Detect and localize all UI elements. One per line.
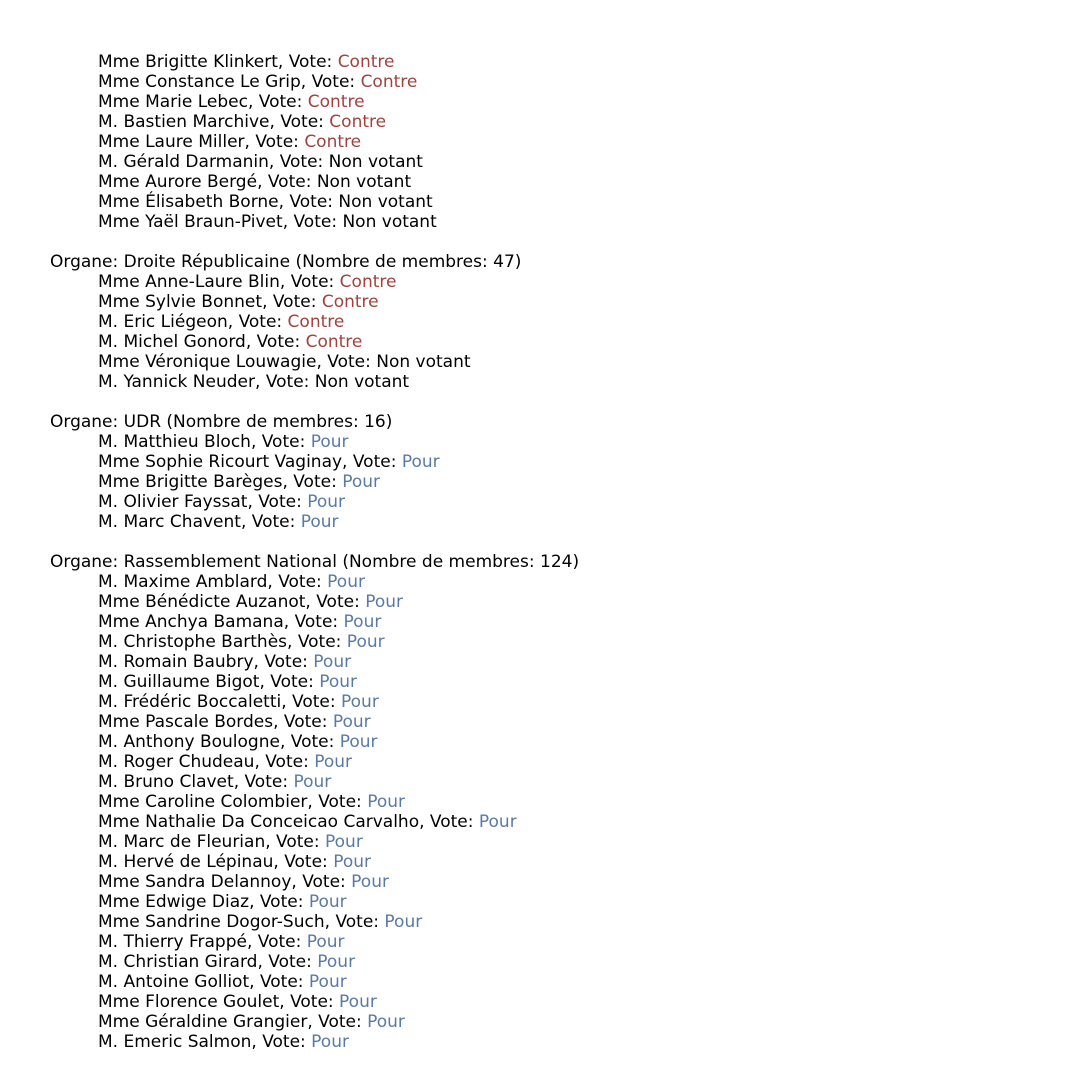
vote-listing (50, 52, 1050, 1052)
vote-value: Pour (332, 712, 371, 732)
vote-label: Vote: (327, 352, 377, 372)
vote-value: Pour (306, 932, 345, 952)
member-name: Mme Brigitte Barèges (98, 472, 283, 492)
vote-value: Pour (351, 872, 389, 892)
vote-label: Vote: (251, 512, 301, 532)
vote-label: Vote: (267, 172, 317, 192)
separator: , (282, 212, 294, 232)
member-vote-line (50, 132, 1050, 152)
member-name: M. Bastien Marchive (98, 112, 270, 132)
vote-value: Non votant (376, 352, 471, 372)
vote-label: Vote: (318, 1012, 368, 1032)
member-name: M. Roger Chudeau (98, 752, 255, 772)
vote-label: Vote: (264, 652, 314, 672)
vote-label: Vote: (290, 992, 340, 1012)
members-count-prefix: (Nombre de membres: (166, 412, 365, 432)
member-name: Mme Brigitte Klinkert (98, 52, 278, 72)
separator: , (278, 192, 290, 212)
vote-value: Non votant (316, 172, 412, 192)
member-vote-line (50, 512, 1050, 532)
separator: , (324, 912, 336, 932)
separator: , (287, 632, 298, 652)
vote-label: Vote: (270, 672, 320, 692)
members-count-prefix: (Nombre de membres: (342, 552, 540, 572)
vote-label: Vote: (284, 852, 334, 872)
member-vote-line (50, 692, 1050, 712)
organe-name: UDR (123, 412, 162, 432)
member-vote-line (50, 212, 1050, 232)
vote-value: Pour (319, 672, 358, 692)
vote-label: Vote: (258, 92, 308, 112)
separator: , (262, 292, 273, 312)
member-vote-line (50, 472, 1050, 492)
vote-value: Contre (337, 52, 395, 72)
members-count: 16 (364, 412, 386, 432)
member-vote-line (50, 112, 1050, 132)
member-name: Mme Laure Miller (98, 132, 245, 152)
member-vote-line (50, 452, 1050, 472)
member-name: Mme Aurore Bergé (98, 172, 258, 192)
separator: , (227, 312, 239, 332)
separator: , (233, 772, 245, 792)
member-name: M. Emeric Salmon (98, 1032, 252, 1052)
member-vote-line (50, 152, 1050, 172)
member-vote-line (50, 632, 1050, 652)
organe-name: Rassemblement National (123, 552, 337, 572)
separator: , (269, 112, 281, 132)
separator: , (240, 512, 252, 532)
member-name: M. Marc de Fleurian (98, 832, 266, 852)
member-name: Mme Caroline Colombier (98, 792, 308, 812)
organe-header (50, 252, 1050, 272)
vote-value: Contre (321, 292, 379, 312)
separator: , (316, 352, 328, 372)
member-vote-line (50, 792, 1050, 812)
vote-label: Vote: (290, 732, 340, 752)
separator: , (281, 692, 293, 712)
organe-name: Droite Républicaine (123, 252, 291, 272)
member-name: M. Hervé de Lépinau (98, 852, 274, 872)
vote-value: Pour (317, 952, 356, 972)
separator: , (273, 852, 285, 872)
separator: , (279, 272, 291, 292)
member-name: M. Christophe Barthès (98, 632, 288, 652)
vote-label: Vote: (292, 692, 341, 712)
member-vote-line (50, 492, 1050, 512)
vote-label: Vote: (265, 752, 315, 772)
member-vote-line (50, 72, 1050, 92)
member-name: M. Anthony Boulogne (98, 732, 280, 752)
separator: , (277, 52, 289, 72)
member-vote-line (50, 292, 1050, 312)
separator: , (255, 372, 266, 392)
member-name: Mme Edwige Diaz (98, 892, 250, 912)
vote-label: Vote: (259, 892, 309, 912)
vote-label: Vote: (429, 812, 479, 832)
member-vote-line (50, 952, 1050, 972)
separator: , (342, 452, 353, 472)
member-vote-line (50, 912, 1050, 932)
vote-label: Vote: (256, 332, 306, 352)
member-vote-line (50, 52, 1050, 72)
member-name: M. Yannick Neuder (98, 372, 255, 392)
member-name: M. Maxime Amblard (98, 572, 268, 592)
member-vote-line (50, 712, 1050, 732)
member-vote-line (50, 932, 1050, 952)
separator: , (305, 592, 317, 612)
member-vote-line (50, 1032, 1050, 1052)
member-vote-line (50, 672, 1050, 692)
separator: , (249, 972, 260, 992)
member-name: M. Thierry Frappé (98, 932, 247, 952)
vote-value: Pour (384, 912, 423, 932)
vote-label: Vote: (279, 152, 329, 172)
vote-value: Contre (287, 312, 345, 332)
member-name: M. Romain Baubry (98, 652, 254, 672)
member-name: Mme Bénédicte Auzanot (98, 592, 306, 612)
vote-value: Contre (304, 132, 362, 152)
member-name: Mme Véronique Louwagie (98, 352, 317, 372)
member-vote-line (50, 432, 1050, 452)
member-name: M. Antoine Golliot (98, 972, 250, 992)
vote-value: Pour (293, 772, 332, 792)
separator: , (245, 332, 257, 352)
member-vote-line (50, 752, 1050, 772)
vote-value: Pour (310, 432, 349, 452)
vote-label: Vote: (318, 792, 368, 812)
member-name: Mme Florence Goulet (98, 992, 280, 1012)
vote-label: Vote: (335, 912, 385, 932)
members-count: 47 (493, 252, 515, 272)
vote-label: Vote: (261, 432, 311, 452)
members-count-suffix: ) (514, 252, 522, 272)
member-vote-line (50, 272, 1050, 292)
vote-label: Vote: (283, 712, 333, 732)
member-name: Mme Sandra Delannoy (98, 872, 292, 892)
vote-label: Vote: (294, 612, 344, 632)
member-vote-line (50, 972, 1050, 992)
separator: , (283, 612, 295, 632)
member-name: M. Michel Gonord (98, 332, 246, 352)
separator: , (265, 832, 277, 852)
vote-value: Non votant (342, 212, 437, 232)
separator: , (250, 432, 262, 452)
vote-label: Vote: (258, 492, 308, 512)
separator: , (279, 992, 291, 1012)
member-name: M. Christian Girard (98, 952, 258, 972)
member-vote-line (50, 612, 1050, 632)
member-name: M. Bruno Clavet (98, 772, 234, 792)
separator: , (257, 952, 269, 972)
vote-value: Pour (308, 972, 347, 992)
vote-label: Vote: (293, 472, 343, 492)
vote-label: Vote: (259, 972, 309, 992)
separator: , (247, 492, 259, 512)
vote-value: Non votant (328, 152, 423, 172)
members-count-suffix: ) (572, 552, 580, 572)
vote-value: Pour (311, 1032, 349, 1052)
blank-line (50, 392, 1050, 412)
member-name: Mme Anchya Bamana (98, 612, 284, 632)
vote-value: Pour (300, 512, 339, 532)
vote-label: Vote: (316, 592, 366, 612)
members-count-prefix: (Nombre de membres: (295, 252, 494, 272)
vote-value: Pour (339, 992, 377, 1012)
member-name: M. Frédéric Boccaletti (98, 692, 282, 712)
member-vote-line (50, 352, 1050, 372)
separator: , (253, 652, 265, 672)
vote-value: Pour (343, 612, 382, 632)
member-name: Mme Anne-Laure Blin (98, 272, 280, 292)
member-name: Mme Nathalie Da Conceicao Carvalho (98, 812, 420, 832)
member-name: Mme Marie Lebec (98, 92, 248, 112)
member-name: Mme Sandrine Dogor-Such (98, 912, 325, 932)
vote-value: Pour (478, 812, 517, 832)
vote-value: Pour (307, 492, 346, 512)
member-name: M. Guillaume Bigot (98, 672, 260, 692)
member-vote-line (50, 852, 1050, 872)
vote-label: Vote: (265, 372, 315, 392)
separator: , (279, 732, 291, 752)
vote-value: Pour (339, 732, 378, 752)
separator: , (307, 792, 319, 812)
member-vote-line (50, 872, 1050, 892)
vote-value: Contre (329, 112, 387, 132)
blank-line (50, 232, 1050, 252)
member-vote-line (50, 732, 1050, 752)
vote-value: Contre (305, 332, 363, 352)
organe-label: Organe: (50, 412, 124, 432)
member-name: Mme Élisabeth Borne (98, 192, 279, 212)
member-name: M. Olivier Fayssat (98, 492, 248, 512)
organe-label: Organe: (50, 552, 124, 572)
member-name: Mme Constance Le Grip (98, 72, 301, 92)
member-vote-line (50, 572, 1050, 592)
vote-value: Pour (341, 692, 379, 712)
member-name: Mme Sophie Ricourt Vaginay (98, 452, 343, 472)
vote-value: Pour (365, 592, 404, 612)
organe-header (50, 552, 1050, 572)
member-vote-line (50, 992, 1050, 1012)
members-count-suffix: ) (385, 412, 393, 432)
member-name: M. Gérald Darmanin (98, 152, 269, 172)
member-vote-line (50, 312, 1050, 332)
member-vote-line (50, 332, 1050, 352)
member-name: M. Eric Liégeon (98, 312, 228, 332)
blank-line (50, 532, 1050, 552)
vote-label: Vote: (238, 312, 288, 332)
vote-label: Vote: (244, 772, 294, 792)
member-vote-line (50, 1012, 1050, 1032)
member-vote-line (50, 772, 1050, 792)
vote-value: Pour (327, 572, 365, 592)
vote-label: Vote: (352, 452, 402, 472)
separator: , (267, 572, 279, 592)
separator: , (254, 752, 266, 772)
separator: , (273, 712, 284, 732)
vote-label: Vote: (290, 272, 340, 292)
vote-label: Vote: (297, 632, 347, 652)
separator: , (259, 672, 271, 692)
vote-value: Non votant (314, 372, 410, 392)
separator: , (282, 472, 294, 492)
member-name: Mme Sylvie Bonnet (98, 292, 263, 312)
vote-value: Non votant (338, 192, 433, 212)
separator: , (268, 152, 280, 172)
vote-value: Pour (308, 892, 347, 912)
members-count: 124 (540, 552, 573, 572)
member-vote-line (50, 192, 1050, 212)
organe-header (50, 412, 1050, 432)
vote-value: Pour (367, 792, 405, 812)
member-name: Mme Yaël Braun-Pivet (98, 212, 283, 232)
separator: , (307, 1012, 319, 1032)
vote-label: Vote: (262, 1032, 312, 1052)
member-name: M. Matthieu Bloch (98, 432, 251, 452)
vote-label: Vote: (280, 112, 330, 132)
vote-value: Pour (313, 652, 352, 672)
member-vote-line (50, 832, 1050, 852)
separator: , (249, 892, 260, 912)
vote-label: Vote: (268, 952, 318, 972)
vote-label: Vote: (293, 212, 343, 232)
vote-label: Vote: (272, 292, 322, 312)
member-vote-line (50, 652, 1050, 672)
vote-value: Contre (339, 272, 397, 292)
separator: , (300, 72, 312, 92)
separator: , (291, 872, 303, 892)
separator: , (247, 92, 259, 112)
member-vote-line (50, 92, 1050, 112)
vote-label: Vote: (255, 132, 305, 152)
vote-label: Vote: (276, 832, 326, 852)
vote-label: Vote: (278, 572, 328, 592)
vote-label: Vote: (311, 72, 361, 92)
member-name: M. Marc Chavent (98, 512, 241, 532)
vote-label: Vote: (288, 52, 338, 72)
vote-value: Pour (314, 752, 353, 772)
organe-label: Organe: (50, 252, 124, 272)
vote-value: Contre (360, 72, 418, 92)
member-name: Mme Pascale Bordes (98, 712, 274, 732)
separator: , (244, 132, 256, 152)
vote-value: Pour (342, 472, 381, 492)
vote-value: Contre (307, 92, 365, 112)
member-vote-line (50, 372, 1050, 392)
vote-label: Vote: (302, 872, 352, 892)
member-name: Mme Géraldine Grangier (98, 1012, 308, 1032)
member-vote-line (50, 892, 1050, 912)
member-vote-line (50, 592, 1050, 612)
vote-value: Pour (367, 1012, 405, 1032)
member-vote-line (50, 172, 1050, 192)
vote-value: Pour (401, 452, 440, 472)
member-vote-line (50, 812, 1050, 832)
vote-label: Vote: (289, 192, 339, 212)
vote-value: Pour (346, 632, 385, 652)
vote-label: Vote: (257, 932, 307, 952)
vote-value: Pour (333, 852, 371, 872)
separator: , (257, 172, 268, 192)
separator: , (419, 812, 430, 832)
vote-value: Pour (325, 832, 363, 852)
separator: , (246, 932, 258, 952)
separator: , (251, 1032, 263, 1052)
